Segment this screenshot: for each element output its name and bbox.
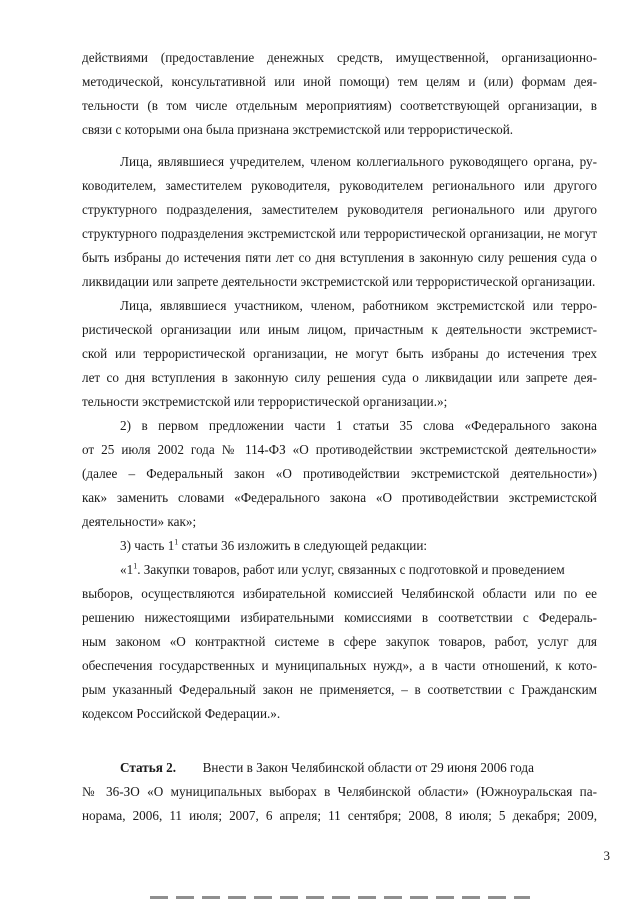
text-line: структурного подразделения экстремистской или террористической организации, не могут	[82, 226, 597, 241]
text-line: ской или террористической организации, не могут быть избраны до истечения трех	[82, 346, 597, 361]
text-line: выборов, осуществляются избирательной комиссией Челябинской области или по ее	[82, 586, 597, 601]
scan-edge-mark	[150, 896, 530, 899]
text-line: тельности экстремистской или террористической организации.»;	[82, 394, 448, 409]
text-line: ным законом «О контрактной системе в сфере закупок товаров, работ, услуг для	[82, 634, 597, 649]
text-line: ководителем, заместителем руководителя, руководителем регионального или другого	[82, 178, 597, 193]
article-title: Статья 2.	[120, 760, 177, 775]
text-line: методической, консультативной или иной помощи) тем целям и (или) формам дея-	[82, 74, 597, 89]
text-line: действиями (предоставление денежных средств, имущественной, организационно-	[82, 50, 597, 65]
text-line: связи с которыми она была признана экстремистской или террористической.	[82, 122, 514, 137]
text-line: лет со дня вступления в законную силу решения суда о ликвидации или запрете дея-	[82, 370, 597, 385]
text-line: структурного подразделения, заместителем руководителя регионального или другого	[82, 202, 597, 217]
text-line: рым указанный Федеральный закон не применяется, – в соответствии с Гражданским	[82, 682, 597, 697]
text-line: Лица, являвшиеся учредителем, членом коллегиального руководящего органа, ру-	[120, 154, 597, 169]
text-line: № 36-ЗО «О муниципальных выборах в Челябинской области» (Южноуральская па-	[82, 784, 597, 799]
text-line: тельности (в том числе отдельным мероприятиям) соответствующей организации, в	[82, 98, 597, 113]
text-line: обеспечения государственных и муниципальных нужд», а в части отношений, к кото-	[82, 658, 597, 673]
page-number: 3	[603, 848, 610, 863]
article-heading-line: Статья 2. Внести в Закон Челябинской области от 29 июня 2006 года	[120, 760, 534, 775]
text-line: решению нижестоящими избирательными комиссиями в соответствии с Федераль-	[82, 610, 597, 625]
text-line: быть избраны до истечения пяти лет со дня вступления в законную силу решения суда о	[82, 250, 597, 265]
text-line: кодексом Российской Федерации.».	[82, 706, 281, 721]
text-line: норама, 2006, 11 июля; 2007, 6 апреля; 11 сентября; 2008, 8 июля; 5 декабря; 2009,	[82, 808, 597, 823]
text-line: «$1^1$. Закупки товаров, работ или услуг, связанных с подготовкой и проведением	[120, 562, 565, 577]
text-line: ликвидации или запрете деятельности экстремистской или террористической организации.	[82, 274, 596, 289]
text-line: ристической организации или иным лицом, причастным к деятельности экстремист-	[82, 322, 597, 337]
text-line: 2) в первом предложении части 1 статьи 35 слова «Федерального закона	[120, 418, 597, 433]
text-line: (далее – Федеральный закон «О противодействии экстремистской деятельности»)	[82, 466, 597, 481]
text-line: как» заменить словами «Федерального закона «О противодействии экстремистской	[82, 490, 597, 505]
text-line: Лица, являвшиеся участником, членом, работником экстремистской или терро-	[120, 298, 597, 313]
text-line: деятельности» как»;	[82, 514, 197, 529]
text-line: от 25 июля 2002 года № 114-ФЗ «О противодействии экстремистской деятельности»	[82, 442, 597, 457]
text-line: 3) часть $1^1$ статьи 36 изложить в следующей редакции:	[120, 538, 428, 553]
